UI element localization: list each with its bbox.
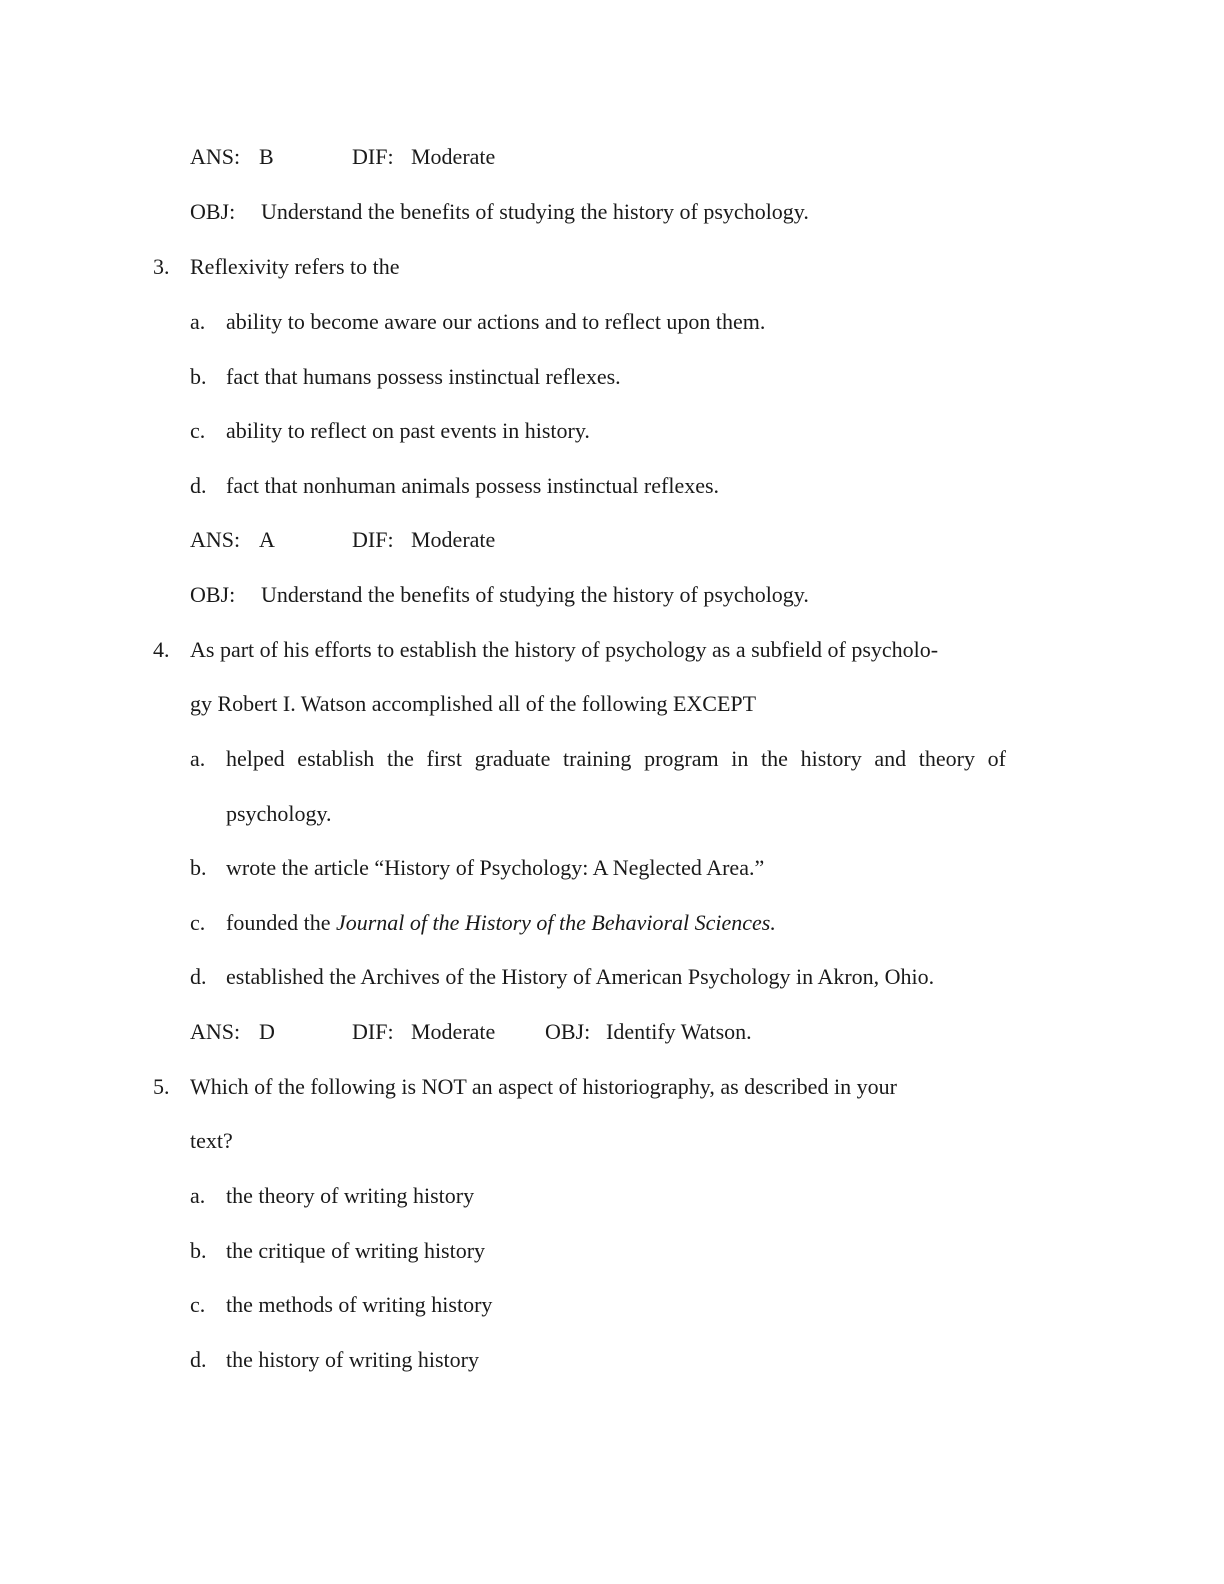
ans-value: D xyxy=(259,1019,275,1044)
obj-label: OBJ: xyxy=(190,582,236,607)
question-number: 4. xyxy=(153,637,170,662)
option-letter: a. xyxy=(190,1183,206,1208)
obj-label: OBJ: xyxy=(545,1019,591,1044)
question-number: 3. xyxy=(153,254,170,279)
obj-value: Understand the benefits of studying the history of psychology. xyxy=(261,199,809,224)
question-stem-line-1: As part of his efforts to establish the history of psychology as a subfield of psycholo- xyxy=(190,637,939,662)
option-letter: a. xyxy=(190,746,206,771)
journal-title: Journal of the History of the Behavioral Sciences. xyxy=(335,910,776,935)
option-letter: b. xyxy=(190,855,207,880)
ans-value: A xyxy=(259,527,275,552)
ans-value: B xyxy=(259,144,274,169)
dif-label: DIF: xyxy=(352,1019,394,1044)
dif-value: Moderate xyxy=(411,1019,496,1044)
option-letter: a. xyxy=(190,309,206,334)
option-text: fact that nonhuman animals possess instinctual reflexes. xyxy=(226,473,720,498)
question-stem-line-2: gy Robert I. Watson accomplished all of the following EXCEPT xyxy=(190,691,757,716)
option-text: wrote the article “History of Psychology: A Neglected Area.” xyxy=(226,855,765,880)
option-text: established the Archives of the History of American Psychology in Akron, Ohio. xyxy=(226,964,935,989)
option-letter: c. xyxy=(190,1292,206,1317)
option-text: the history of writing history xyxy=(226,1347,479,1372)
obj-value: Understand the benefits of studying the history of psychology. xyxy=(261,582,809,607)
option-letter: b. xyxy=(190,364,207,389)
ans-label: ANS: xyxy=(190,1019,241,1044)
question-stem-line-1: Which of the following is NOT an aspect of historiography, as described in your xyxy=(190,1074,897,1099)
option-letter: c. xyxy=(190,910,206,935)
option-letter: b. xyxy=(190,1238,207,1263)
option-text xyxy=(226,910,776,936)
ans-label: ANS: xyxy=(190,527,241,552)
option-letter: d. xyxy=(190,473,207,498)
question-stem-line-2: text? xyxy=(190,1128,233,1153)
question-number: 5. xyxy=(153,1074,170,1099)
option-letter: d. xyxy=(190,964,207,989)
dif-value: Moderate xyxy=(411,527,496,552)
option-letter: c. xyxy=(190,418,206,443)
option-text: ability to reflect on past events in history. xyxy=(226,418,590,443)
option-letter: d. xyxy=(190,1347,207,1372)
dif-label: DIF: xyxy=(352,527,394,552)
dif-value: Moderate xyxy=(411,144,496,169)
dif-label: DIF: xyxy=(352,144,394,169)
ans-label: ANS: xyxy=(190,144,241,169)
option-text: fact that humans possess instinctual reflexes. xyxy=(226,364,621,389)
option-text: ability to become aware our actions and to reflect upon them. xyxy=(226,309,766,334)
option-text-line-1: helped establish the first graduate training program in the history and theory of xyxy=(226,746,1006,771)
obj-value: Identify Watson. xyxy=(606,1019,752,1044)
option-text: the methods of writing history xyxy=(226,1292,493,1317)
option-text: the critique of writing history xyxy=(226,1238,486,1263)
obj-label: OBJ: xyxy=(190,199,236,224)
question-stem: Reflexivity refers to the xyxy=(190,254,400,279)
option-text-prefix: founded the xyxy=(226,910,336,935)
option-text-line-2: psychology. xyxy=(226,801,332,826)
option-text: the theory of writing history xyxy=(226,1183,475,1208)
